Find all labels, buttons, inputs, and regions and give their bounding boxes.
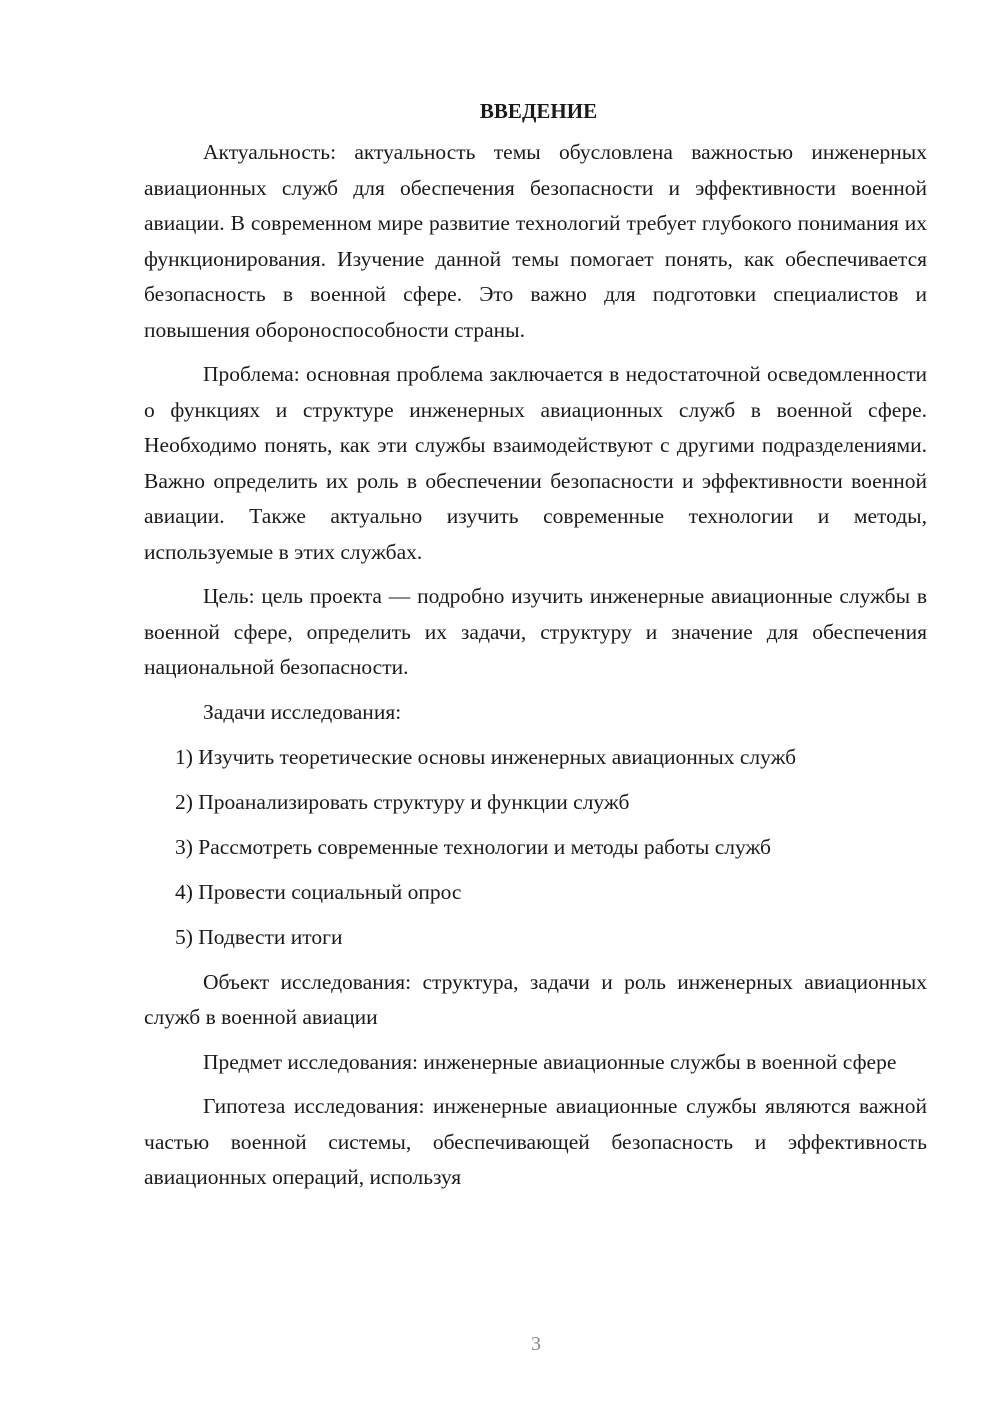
paragraph-subject: Предмет исследования: инженерные авиационные службы в военной сфере: [203, 1049, 897, 1074]
hypothesis-container: [144, 1089, 927, 1196]
section-heading: ВВЕДЕНИЕ: [479, 99, 598, 123]
list-item: 3) Рассмотреть современные технологии и методы работы служб: [175, 834, 771, 859]
tasks-list: [144, 740, 927, 956]
paragraph-tasks-intro: Задачи исследования:: [203, 699, 402, 724]
paragraph-relevance: Актуальность: актуальность темы обусловлена важностью инженерных авиационных служб для обеспечения безопасности и эффективности военной авиации. В современном мире развитие технологий требует глубокого понимания их функционирования. Изучение данной темы помогает понять, как обеспечивается безопасность в военной сфере. Это важно для подготовки специалистов и повышения обороноспособности страны.: [144, 140, 927, 342]
paragraph-object: Объект исследования: структура, задачи и роль инженерных авиационных служб в военной авиации: [144, 969, 927, 1029]
list-item: 2) Проанализировать структуру и функции служб: [175, 789, 630, 814]
paragraph-goal: Цель: цель проекта — подробно изучить инженерные авиационные службы в военной сфере, определить их задачи, структуру и значение для обеспечения национальной безопасности.: [144, 584, 927, 679]
paragraph-hypothesis: Гипотеза исследования: инженерные авиационные службы являются важной частью военной системы, обеспечивающей безопасность и эффективность авиационных операций, используя: [144, 1094, 927, 1189]
page-number: 3: [531, 1333, 541, 1355]
list-item: 4) Провести социальный опрос: [175, 879, 462, 904]
list-item: 5) Подвести итоги: [175, 924, 343, 949]
list-item: 1) Изучить теоретические основы инженерных авиационных служб: [175, 744, 797, 769]
document-page: [144, 96, 927, 1196]
paragraph-problem: Проблема: основная проблема заключается в недостаточной осведомленности о функциях и структуре инженерных авиационных служб в военной сфере. Необходимо понять, как эти службы взаимодействуют с другими подразделениями. Важно определить их роль в обеспечении безопасности и эффективности военной авиации. Также актуально изучить современные технологии и методы, используемые в этих службах.: [144, 362, 927, 564]
